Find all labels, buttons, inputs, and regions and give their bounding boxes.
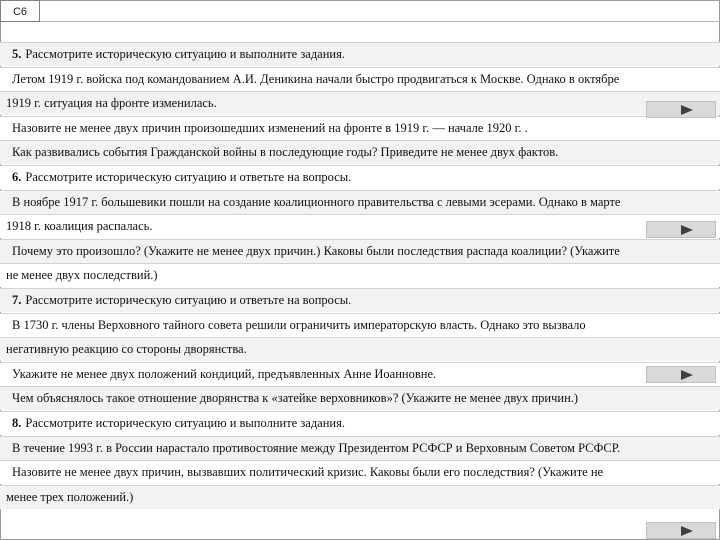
line-text: Чем объяснялось такое отношение дворянства к «затейке верховников»? (Укажите не менее двух причин.) xyxy=(12,391,579,406)
task-text-line xyxy=(0,460,720,484)
line-text: В ноябре 1917 г. большевики пошли на создание коалиционного правительства с левыми эсерами. Однако в марте xyxy=(12,194,621,209)
line-content xyxy=(6,263,158,287)
slide-tag: С6 xyxy=(0,0,40,22)
line-text: не менее двух последствий.) xyxy=(6,268,158,283)
row-divider xyxy=(0,116,720,117)
task-heading-line xyxy=(0,42,720,66)
line-text: В 1730 г. члены Верховного тайного совета решили ограничить императорскую власть. Однако это вызвало xyxy=(12,317,586,332)
line-text: Назовите не менее двух причин произошедших изменений на фронте в 1919 г. — начале 1920 г. . xyxy=(12,120,528,135)
row-divider xyxy=(0,67,720,68)
row-divider xyxy=(0,485,720,486)
task-number: 8. xyxy=(12,416,22,430)
line-text: Летом 1919 г. войска под командованием А.И. Деникина начали быстро продвигаться к Москве. Однако в октябре xyxy=(12,71,620,86)
line-content xyxy=(6,214,152,238)
row-divider xyxy=(0,386,720,387)
line-content xyxy=(6,362,436,386)
task-text-line xyxy=(0,214,720,238)
row-divider xyxy=(0,460,720,461)
play-arrow-icon xyxy=(681,105,693,115)
next-button-task-6[interactable] xyxy=(646,221,716,238)
line-content xyxy=(6,313,586,337)
line-content xyxy=(6,42,345,66)
line-text: Рассмотрите историческую ситуацию и ответьте на вопросы. xyxy=(25,170,352,184)
task-number: 6. xyxy=(12,170,22,184)
task-text-line xyxy=(0,239,720,263)
line-text: В течение 1993 г. в России нарастало противостояние между Президентом РСФСР и Верховным Советом РСФСР. xyxy=(12,440,621,455)
line-text: 1918 г. коалиция распалась. xyxy=(6,219,153,234)
line-text: Почему это произошло? (Укажите не менее двух причин.) Каковы были последствия распада коалиции? (Укажите xyxy=(12,243,620,258)
task-text-line xyxy=(0,140,720,164)
line-text: Рассмотрите историческую ситуацию и выполните задания. xyxy=(25,416,345,430)
line-content xyxy=(6,140,558,164)
task-text-line xyxy=(0,337,720,361)
play-arrow-icon xyxy=(681,370,693,380)
line-content xyxy=(6,337,247,361)
row-divider xyxy=(0,263,720,264)
row-divider xyxy=(0,337,720,338)
row-divider xyxy=(0,91,720,92)
row-divider xyxy=(0,362,720,363)
row-divider xyxy=(0,140,720,141)
line-text: Рассмотрите историческую ситуацию и ответьте на вопросы. xyxy=(25,293,352,307)
line-text: менее трех положений.) xyxy=(6,489,134,504)
line-content xyxy=(6,239,620,263)
row-divider xyxy=(0,288,720,289)
play-arrow-icon xyxy=(681,526,693,536)
line-text: Назовите не менее двух причин, вызвавших политический кризис. Каковы были его последствия? (Укажите не xyxy=(12,465,604,480)
task-text-line xyxy=(0,190,720,214)
line-text: Рассмотрите историческую ситуацию и выполните задания. xyxy=(25,47,345,61)
row-divider xyxy=(0,239,720,240)
task-number: 7. xyxy=(12,293,22,307)
task-text-line xyxy=(0,436,720,460)
line-content xyxy=(6,116,528,140)
header-divider xyxy=(40,21,720,22)
task-text-line xyxy=(0,313,720,337)
next-button-task-7[interactable] xyxy=(646,366,716,383)
task-heading-line xyxy=(0,411,720,435)
row-divider xyxy=(0,42,720,43)
row-divider xyxy=(0,190,720,191)
line-content xyxy=(6,386,578,410)
task-text-line xyxy=(0,362,720,386)
task-text-line xyxy=(0,485,720,509)
line-content xyxy=(6,411,345,435)
next-button-task-5[interactable] xyxy=(646,101,716,118)
next-button-task-8[interactable] xyxy=(646,522,716,539)
task-heading-line xyxy=(0,288,720,312)
line-content xyxy=(6,67,619,91)
task-text-line xyxy=(0,263,720,287)
task-text-line xyxy=(0,67,720,91)
line-content xyxy=(6,460,603,484)
row-divider xyxy=(0,411,720,412)
task-number: 5. xyxy=(12,47,22,61)
task-text-line xyxy=(0,386,720,410)
play-arrow-icon xyxy=(681,225,693,235)
row-divider xyxy=(0,165,720,166)
line-content xyxy=(6,190,620,214)
line-text: Укажите не менее двух положений кондиций, предъявленных Анне Иоанновне. xyxy=(12,366,437,381)
line-content xyxy=(6,485,133,509)
task-text-line xyxy=(0,91,720,115)
line-content xyxy=(6,91,217,115)
row-divider xyxy=(0,313,720,314)
row-divider xyxy=(0,214,720,215)
row-divider xyxy=(0,436,720,437)
task-text-line xyxy=(0,116,720,140)
line-text: 1919 г. ситуация на фронте изменилась. xyxy=(6,96,217,111)
line-text: Как развивались события Гражданской войны в последующие годы? Приведите не менее двух фактов. xyxy=(12,145,559,160)
task-heading-line xyxy=(0,165,720,189)
line-content xyxy=(6,165,351,189)
line-content xyxy=(6,288,351,312)
line-content xyxy=(6,436,620,460)
line-text: негативную реакцию со стороны дворянства. xyxy=(6,342,247,357)
